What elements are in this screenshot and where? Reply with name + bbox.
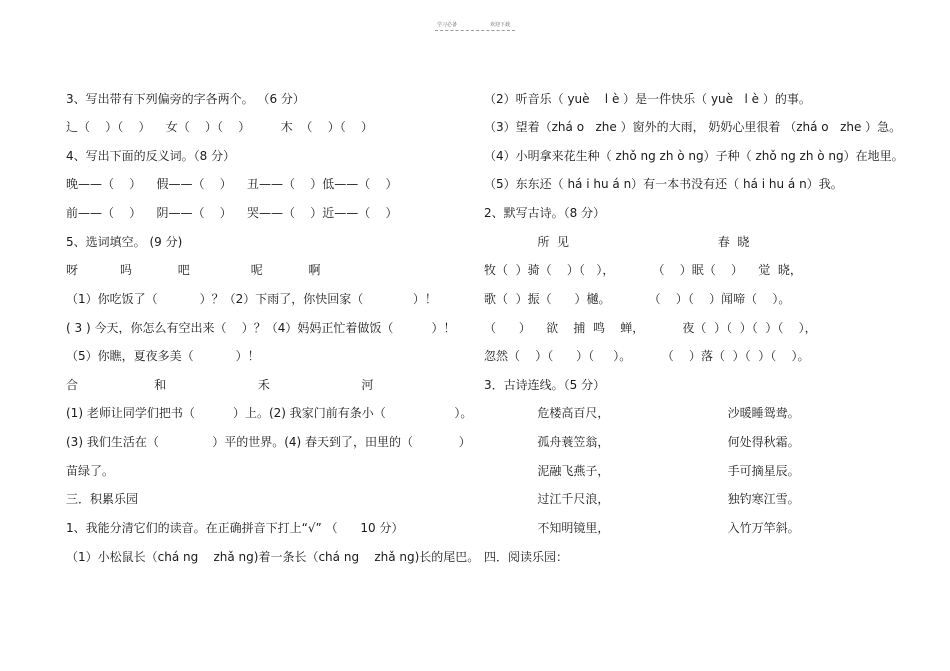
right-line-1: （2）听音乐（ yuè l è ）是一件快乐（ yuè l è ）的事。 <box>484 92 811 106</box>
left-line-5: 前——（ ） 阴——（ ） 哭——（ ）近——（ ） <box>66 206 398 220</box>
left-line-6: 5、选词填空。 (9 分) <box>66 235 183 249</box>
right-line-10: 忽然（ ）（ ）（ ）。 （ ）落（ ）（ ）（ ）。 <box>484 349 810 363</box>
right-line-17: 四．阅读乐园： <box>484 550 569 564</box>
left-line-14: 苗绿了。 <box>66 464 115 478</box>
left-line-1: 3、写出带有下列偏旁的字各两个。 （6 分） <box>66 92 305 106</box>
right-line-6: 所 见 春 晓 <box>484 235 750 249</box>
left-line-11: 合 和 禾 河 <box>66 378 374 392</box>
left-line-13: (3) 我们生活在（ ）平的世界。(4) 春天到了，田里的（ ） <box>66 435 471 449</box>
header-divider <box>435 30 515 31</box>
right-line-4: （5）东东还（ há i hu á n）有一本书没有还（ há i hu á n）我。 <box>484 177 843 191</box>
right-line-15: 过江千尺浪， 独钓寒江雪。 <box>484 492 800 506</box>
left-line-15: 三．积累乐园 <box>66 492 139 506</box>
left-line-9: ( 3 ) 今天，你怎么有空出来（ ）？（4）妈妈正忙着做饭（ ）！ <box>66 321 456 335</box>
right-line-8: 歌（ ）振（ ）樾。 （ ）（ ）闻啼（ ）。 <box>484 292 791 306</box>
right-line-14: 泥融飞燕子， 手可摘星辰。 <box>484 464 800 478</box>
right-line-12: 危楼高百尺， 沙暖睡鸳鸯。 <box>484 406 800 420</box>
right-line-11: 3．古诗连线。（5 分） <box>484 378 606 392</box>
right-line-3: （4）小明拿来花生种（ zhǒ ng zh ò ng）子种（ zhǒ ng zh ò ng）在地里。 <box>484 149 904 163</box>
right-line-5: 2、默写古诗。（8 分） <box>484 206 606 220</box>
left-line-2: 辶（ ）（ ） 女（ ）（ ） 木 （ ）（ ） <box>66 120 373 134</box>
left-line-10: （5）你瞧，夏夜多美（ ）！ <box>66 349 260 363</box>
left-line-4: 晚——（ ） 假——（ ） 丑——（ ）低——（ ） <box>66 177 398 191</box>
left-line-7: 呀 吗 吧 呢 啊 <box>66 263 321 277</box>
left-line-17: （1）小松鼠长（chá ng zhǎ ng)着一条长（chá ng zhǎ ng)长的尾巴。 <box>66 550 480 564</box>
right-line-16: 不知明镜里， 入竹万竿斜。 <box>484 521 800 535</box>
left-line-12: (1) 老师让同学们把书（ ）上。(2) 我家门前有条小（ ）。 <box>66 406 473 420</box>
left-line-16: 1、我能分清它们的读音。在正确拼音下打上“√” （ 10 分） <box>66 521 404 535</box>
header-right: 欢迎下载 <box>490 22 511 28</box>
right-line-9: （ ） 欲 捕 鸣 蝉， 夜（ ）（ ）（ ）（ ）， <box>484 321 817 335</box>
left-line-3: 4、写出下面的反义词。（8 分） <box>66 149 236 163</box>
header-left: 学习必备 <box>437 22 458 28</box>
right-line-7: 牧（ ）骑（ ）（ ）， （ ）眠（ ） 觉 晓， <box>484 263 802 277</box>
left-line-8: （1）你吃饭了（ ）？（2）下雨了，你快回家（ ）！ <box>66 292 437 306</box>
right-line-2: （3）望着（zhá o zhe ）窗外的大雨， 奶奶心里很着 （zhá o zhe ）急。 <box>484 120 902 134</box>
right-line-13: 孤舟蓑笠翁， 何处得秋霜。 <box>484 435 800 449</box>
